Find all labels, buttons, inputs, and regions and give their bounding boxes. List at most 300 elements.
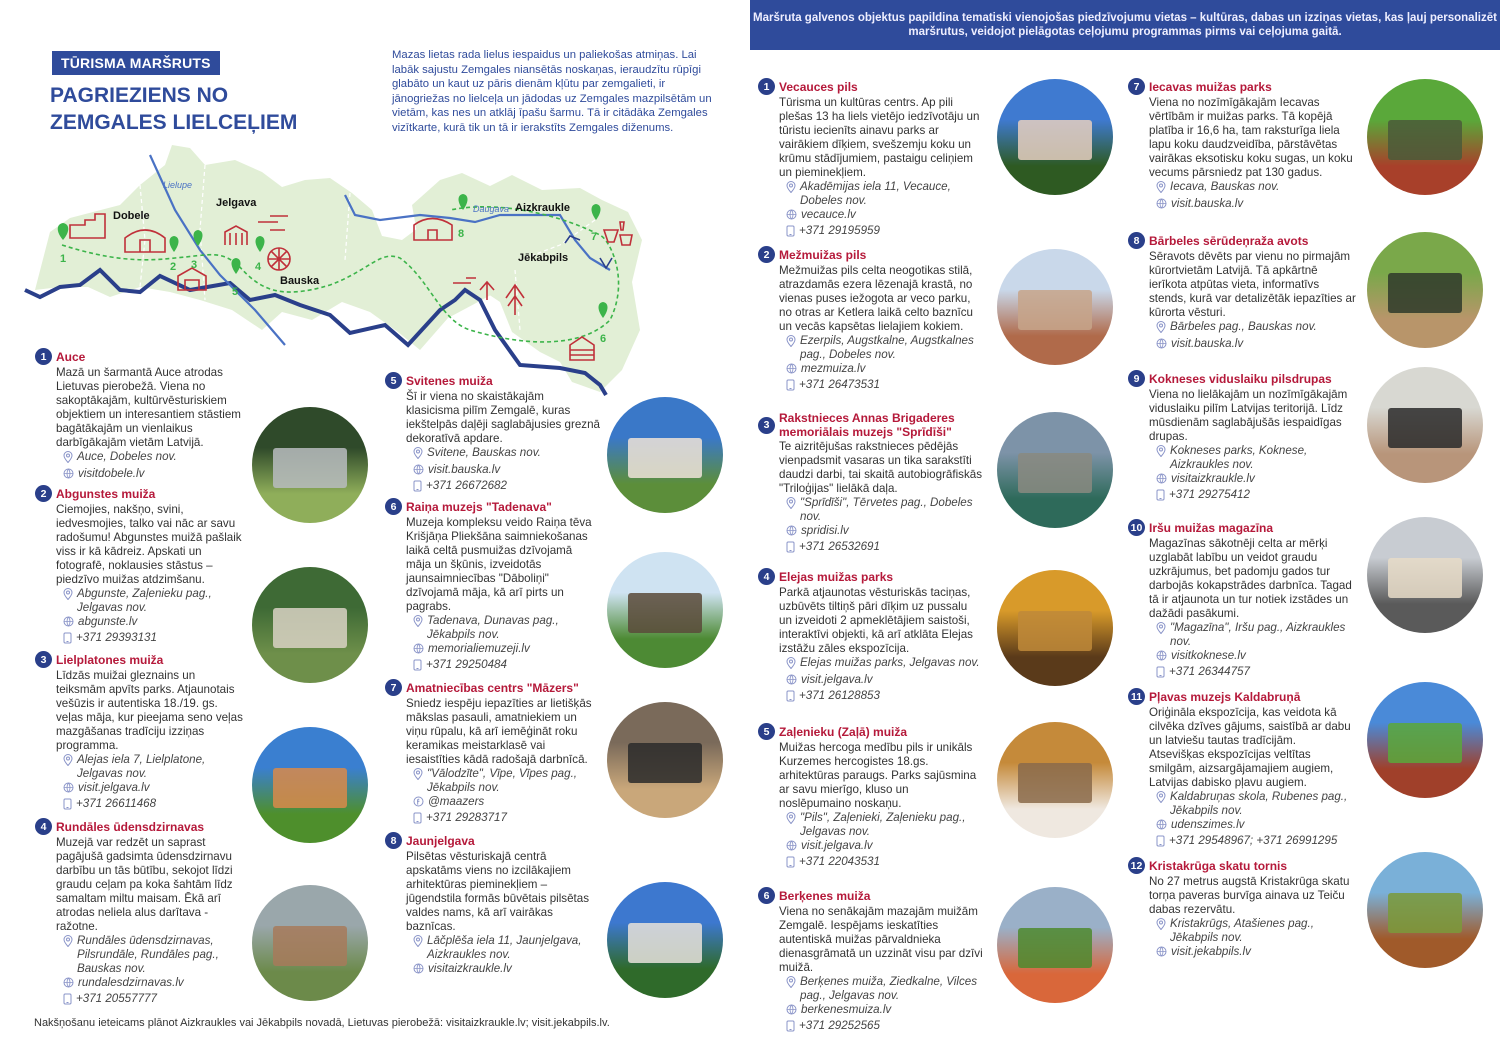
attraction-description: Ciemojies, nakšņo, svini, iedvesmojies, talko vai nāc ar savu radošumu! Abgunstes muižā pašlaik viss ir kā kādreiz. Apskati un fotografē, noklausies stāstus – piedzīvo muižas atdzimšanu. [56,503,242,586]
photo-subject [273,926,347,967]
number-badge: 6 [758,887,775,904]
info-phone [63,992,243,1009]
attraction-title: Rundāles ūdensdzirnavas [56,819,205,834]
info-phone [786,224,983,241]
attraction-title: Berķenes muiža [779,888,871,903]
photo-subject [1388,120,1462,161]
title-line-1: PAGRIEZIENS NO [50,84,229,107]
attraction-title: Lielplatones muiža [56,652,164,667]
info-web [1156,649,1353,665]
info-web [786,839,983,855]
phone-number: +371 26473531 [799,378,880,391]
photo-subject [628,593,702,634]
attraction-title: Bārbeles sērūdeņraža avots [1149,233,1309,248]
attraction-title: Iršu muižas magazīna [1149,520,1274,535]
number-badge: 2 [758,246,775,263]
number-badge: 5 [385,372,402,389]
info-address [63,587,243,615]
entry-header [758,887,983,904]
entry-header [385,498,600,515]
info-phone [1156,488,1353,505]
marker-6: 6 [600,333,607,345]
globe-icon [1156,818,1167,834]
phone-icon [786,689,795,706]
city-aizkraukle: Aizkraukle [515,202,571,214]
number-badge: 1 [35,348,52,365]
address-text: Kokneses parks, Koknese, Aizkraukles nov. [1170,444,1308,471]
attraction-description: Viena no lielākajām un nozīmīgākajām viduslaiku pilīm Latvijas teritorijā. Līdz mūsdienām saglabājušās iespaidīgas drupas. [1149,388,1348,443]
photo-subject [1388,723,1462,764]
entry-header [1128,688,1353,705]
entry-header [1128,519,1353,536]
attraction-photo [607,552,723,668]
phone-icon [63,797,72,814]
photo-subject [1388,408,1462,449]
info-address [1156,180,1353,197]
overnight-note: Nakšņošanu ieteicams plānot Aizkraukles vai Jēkabpils novadā, Lietuvas pierobežā: visitaizkraukle.lv; visit.jekabpils.lv. [34,1017,610,1029]
address-text: Lāčplēša iela 11, Jaunjelgava, Aizkraukles nov. [427,934,582,961]
attraction-photo [1367,232,1483,348]
address-text: Auce, Dobeles nov. [77,450,177,463]
website-link[interactable]: visit.jelgava.lv [801,839,873,852]
facebook-icon [413,795,424,811]
attraction-photo [997,249,1113,365]
entry-header [758,723,983,740]
website-link[interactable]: visitaizkraukle.lv [1171,472,1255,485]
location-pin-icon [1156,444,1166,461]
attraction-title: Vecauces pils [779,79,858,94]
address-text: "Sprīdīši", Tērvetes pag., Dobeles nov. [800,496,973,523]
phone-icon [413,811,422,828]
website-link[interactable]: berkenesmuiza.lv [801,1003,892,1016]
phone-number: +371 26611468 [76,797,157,810]
info-web [413,795,600,811]
address-text: Berķenes muiža, Ziedkalne, Vilces pag., Jelgavas nov. [800,975,977,1002]
number-badge: 8 [385,832,402,849]
attraction-title: Amatniecības centrs "Māzers" [406,680,579,695]
location-pin-icon [1156,917,1166,934]
attraction-description: Muzejā var redzēt un saprast pagājušā gadsimta ūdensdzirnavu darbību un tās būtību, sekojot līdzi graudu ceļam pa koka šahtām līdz samaltam miltu maisam. Ēkā arī atrodas neliela alus darītava - ražotne. [56,836,233,933]
globe-icon [63,615,74,631]
globe-icon [1156,337,1167,353]
entry-header [385,832,600,849]
info-web [786,362,983,378]
phone-icon [63,992,72,1009]
address-text: "Vālodzīte", Vīpe, Vīpes pag., Jēkabpils nov. [427,767,578,794]
number-badge: 7 [1128,78,1145,95]
attraction-entry [758,411,986,557]
website-link[interactable]: vecauce.lv [801,208,856,221]
address-text: Ezerpils, Augstkalne, Augstkalnes pag., Dobeles nov. [800,334,974,361]
address-text: "Magazīna", Iršu pag., Aizkraukles nov. [1170,621,1346,648]
photo-subject [1018,290,1092,331]
phone-number: +371 29252565 [799,1019,880,1032]
globe-icon [413,962,424,978]
photo-subject [628,438,702,479]
number-badge: 4 [35,818,52,835]
globe-icon [1156,945,1167,961]
attraction-photo [997,887,1113,1003]
entry-header [35,485,243,502]
attraction-description: Viena no nozīmīgākajām Iecavas vērtībām ir muižas parks. Tā kopējā platība ir 16,6 ha, tam raksturīga liela lapu koku daudzveidība, pārstāvētas vairākas eksotisku koku sugas, un koku vecums pārsniedz pat 130 gadus. [1149,96,1353,179]
attraction-photo [997,412,1113,528]
entry-header [1128,370,1353,387]
city-jekabpils: Jēkabpils [518,252,569,264]
photo-subject [628,743,702,784]
info-web [63,615,243,631]
attraction-title: Svitenes muiža [406,373,493,388]
info-address [1156,320,1356,337]
phone-number: +371 26344757 [1169,665,1250,678]
globe-icon [786,839,797,855]
phone-number: +371 26672682 [426,479,507,492]
attraction-entry [758,78,983,241]
website-link[interactable]: visit.bauska.lv [1171,337,1244,350]
address-text: Svitene, Bauskas nov. [427,446,541,459]
number-badge: 11 [1128,688,1145,705]
info-web [63,467,243,483]
globe-icon [1156,197,1167,213]
attraction-description: Sēravots dēvēts par vienu no pirmajām kūrortvietām Latvijā. Tā apkārtnē ierīkota atpūtas vieta, informatīvs stends, kurā var detalizētāk iepazīties ar kūrorta vēsturi. [1149,250,1356,319]
photo-subject [273,608,347,649]
globe-icon [1156,649,1167,665]
info-phone [786,689,983,706]
attraction-description: Līdzās muižai gleznains un teiksmām apvīts parks. Atjaunotais vešūzis ir autentiska 18./19. gs. veļas māja, kur pieejama seno veļas mazgāšanas tradīciju izziņas programma. [56,669,243,752]
website-link[interactable]: spridisi.lv [801,524,849,537]
attraction-entry [758,568,983,706]
location-pin-icon [63,587,73,604]
marker-8: 8 [458,228,465,240]
attraction-description: Te aizritējušas rakstnieces pēdējās vienpadsmit vasaras un tika sarakstīti daudzi darbi, tai skaitā autobiogrāfiskās "Triloģijas" lielākā daļa. [779,440,983,495]
marker-4: 4 [255,261,262,273]
attraction-entry [35,818,243,1009]
globe-icon [63,467,74,483]
info-address [63,450,243,467]
attraction-entry [758,887,983,1036]
location-pin-icon [1156,180,1166,197]
website-link[interactable]: visit.bauska.lv [1171,197,1244,210]
phone-icon [786,224,795,241]
attraction-description: No 27 metrus augstā Kristakrūga skatu torņa paveras burvīga ainava uz Teiču dabas rezervātu. [1149,875,1350,916]
entry-header [385,679,600,696]
info-web [786,1003,983,1019]
info-address [413,934,600,962]
location-pin-icon [63,934,73,951]
phone-number: +371 20557777 [76,992,157,1005]
title-line-2: ZEMGALES LIELCEĻIEM [50,111,298,134]
info-web [63,976,243,992]
info-address [786,811,983,839]
photo-subject [628,923,702,964]
photo-subject [1388,273,1462,314]
globe-icon [786,362,797,378]
info-web [1156,337,1356,353]
attraction-photo [997,79,1113,195]
globe-icon [63,976,74,992]
info-web [1156,197,1353,213]
address-text: Elejas muižas parks, Jelgavas nov. [800,656,980,669]
phone-icon [786,540,795,557]
attraction-description: Muižas hercoga medību pils ir unikāls Kurzemes hercogistes 18.gs. arhitektūras paraugs. Parks sajūsmina ar savu mierīgo, kluso un noslēpumaino noskaņu. [779,741,977,810]
attraction-entry [758,723,983,872]
attraction-entry [1128,857,1353,961]
entry-header [1128,78,1353,95]
attraction-title: Rakstnieces Annas Brigaderes memoriālais muzejs "Sprīdīši" [779,411,955,439]
attraction-entry [1128,78,1353,213]
phone-number: +371 26532691 [799,540,880,553]
phone-number: +371 29275412 [1169,488,1250,501]
number-badge: 2 [35,485,52,502]
attraction-description: Mežmuižas pils celta neogotikas stilā, atrazdamās ezera lēzenajā krastā, no vienas puses iežogota ar veco parku, no otras ar Ketlera laikā celto baznīcu un vecās kapsētas lielajiem kokiem. [779,264,973,333]
location-pin-icon [413,446,423,463]
globe-icon [413,642,424,658]
info-web [413,962,600,978]
phone-icon [786,855,795,872]
website-link[interactable]: udenszimes.lv [1171,818,1245,831]
attraction-photo [997,570,1113,686]
attraction-entry [35,348,243,483]
number-badge: 4 [758,568,775,585]
website-link[interactable]: memorialiemuzeji.lv [428,642,530,655]
number-badge: 12 [1128,857,1145,874]
photo-subject [1018,763,1092,804]
number-badge: 1 [758,78,775,95]
phone-icon [413,658,422,675]
info-address [1156,444,1353,472]
location-pin-icon [63,753,73,770]
info-address [786,975,983,1003]
info-phone [786,1019,983,1036]
attraction-entry [385,498,600,675]
phone-number: +371 29548967; +371 26991295 [1169,834,1338,847]
attraction-photo [607,397,723,513]
info-web [1156,818,1353,834]
address-text: Iecava, Bauskas nov. [1170,180,1280,193]
phone-icon [1156,834,1165,851]
attraction-description: Oriģināla ekspozīcija, kas veidota kā cilvēka dzīves gājums, saistībā ar dabu un latviešu tautas tradīcijām. Atsevišķas ekspozīcijas veltītas smilgām, aizsargājamajiem augiem, Latvijas dabisko pļavu augiem. [1149,706,1351,789]
website-link[interactable]: rundalesdzirnavas.lv [78,976,184,989]
attraction-entry [385,832,600,978]
phone-icon [786,1019,795,1036]
location-pin-icon [786,656,796,673]
address-text: Rundāles ūdensdzirnavas, Pilsrundāle, Rundāles pag., Bauskas nov. [77,934,219,975]
location-pin-icon [1156,621,1166,638]
number-badge: 10 [1128,519,1145,536]
website-link[interactable]: visit.jelgava.lv [801,673,873,686]
attraction-photo [997,722,1113,838]
attraction-photo [1367,367,1483,483]
address-text: Alejas iela 7, Lielplatone, Jelgavas nov. [77,753,206,780]
attraction-photo [1367,517,1483,633]
website-link[interactable]: mezmuiza.lv [801,362,866,375]
entry-header [1128,857,1353,874]
info-phone [63,797,243,814]
city-dobele: Dobele [113,210,150,222]
info-address [1156,790,1353,818]
marker-2: 2 [170,261,177,273]
attraction-description: Parkā atjaunotas vēsturiskās taciņas, uzbūvēts tiltiņš pāri dīķim uz pussalu un izveidoti 2 apmeklētājiem saistoši, interaktīvi objekti, kā arī atklāta Elejas izstāžu zāles ekspozīcija. [779,586,973,655]
globe-icon [786,1003,797,1019]
info-address [413,767,600,795]
attraction-title: Mežmuižas pils [779,247,867,262]
info-web [786,524,986,540]
attraction-photo [1367,682,1483,798]
entry-header [758,246,983,263]
website-link[interactable]: abgunste.lv [78,615,138,628]
location-pin-icon [413,934,423,951]
globe-icon [413,463,424,479]
entry-header [1128,232,1356,249]
attraction-title: Jaunjelgava [406,833,475,848]
photo-subject [1018,453,1092,494]
attraction-title: Iecavas muižas parks [1149,79,1272,94]
attraction-photo [607,882,723,998]
address-text: Abgunste, Zaļenieku pag., Jelgavas nov. [77,587,212,614]
info-address [413,446,600,463]
number-badge: 6 [385,498,402,515]
info-address [1156,917,1353,945]
route-tag: TŪRISMA MARŠRUTS [52,51,220,75]
location-pin-icon [786,334,796,351]
phone-icon [786,378,795,395]
address-text: "Pils", Zaļenieki, Zaļenieku pag., Jelgavas nov. [800,811,966,838]
entry-header [385,372,600,389]
attraction-entry [1128,370,1353,505]
website-link[interactable]: visit.bauska.lv [428,463,501,476]
info-phone [413,479,600,496]
website-link[interactable]: visit.jelgava.lv [78,781,150,794]
attraction-entry [758,246,983,395]
attraction-title: Kokneses viduslaiku pilsdrupas [1149,371,1332,386]
info-web [413,642,600,658]
website-link[interactable]: visitaizkraukle.lv [428,962,512,975]
location-pin-icon [786,811,796,828]
website-link[interactable]: @maazers [428,795,485,808]
photo-subject [273,768,347,809]
attraction-title: Auce [56,349,86,364]
number-badge: 9 [1128,370,1145,387]
info-phone [786,540,986,557]
address-text: Kristakrūgs, Atašienes pag., Jēkabpils nov. [1170,917,1314,944]
photo-subject [273,448,347,489]
attraction-entry [385,372,600,496]
attraction-photo [252,407,368,523]
info-web [63,781,243,797]
attraction-photo [252,885,368,1001]
entry-header [758,411,986,439]
info-phone [1156,834,1353,851]
photo-subject [1018,120,1092,161]
attraction-title: Elejas muižas parks [779,569,894,584]
attraction-description: Mazā un šarmantā Auce atrodas Lietuvas pierobežā. Viena no sakoptākajām, kultūrvēsturiskiem objektiem un interesantiem stāstiem bagātākajām un vienlaikus darbīgākajām vietām Latvijā. [56,366,241,449]
attraction-description: Šī ir viena no skaistākajām klasicisma pilīm Zemgalē, kuras iekštelpās daļēji saglabājusies greznā dekoratīvā apdare. [406,390,600,445]
photo-subject [1388,558,1462,599]
location-pin-icon [413,767,423,784]
attraction-title: Abgunstes muiža [56,486,156,501]
address-text: Tadenava, Dunavas pag., Jēkabpils nov. [427,614,559,641]
intro-banner: Maršruta galvenos objektus papildina tematiski vienojošas piedzīvojumu vietas – kultūras, dabas un izziņas vietas, kas ļauj personalizēt maršrutus, veidojot pielāgotas ceļojumu programmas pirms vai ceļojuma gaitā. [750,0,1500,50]
info-address [63,934,243,976]
attraction-photo [1367,79,1483,195]
info-address [786,496,986,524]
info-phone [413,811,600,828]
phone-number: +371 29283717 [426,811,507,824]
location-pin-icon [1156,790,1166,807]
info-address [786,334,983,362]
globe-icon [786,208,797,224]
photo-subject [1388,893,1462,934]
intro-text: Mazas lietas rada lielus iespaidus un paliekošas atmiņas. Lai labāk sajustu Zemgales niansētās noskaņas, ieraudzītu rūpīgi glabāto un kaut uz pāris dienām kļūtu par zemgalieti, ir jānogriežas no lielceļa un jādodas uz Zemgales mazpilsētām un vietām, kas nes un atklāj īpašu šarmu. Tā ir citādāka Zemgales vizītkarte, kurā tik un tā ir ierakstīts Zemgales diženums. [392,49,712,134]
attraction-title: Zaļenieku (Zaļā) muiža [779,724,908,739]
phone-number: +371 29195959 [799,224,880,237]
phone-icon [1156,488,1165,505]
number-badge: 7 [385,679,402,696]
river-label-daugava: Daugava [473,204,510,214]
attraction-entry [35,651,243,814]
entry-header [35,348,243,365]
info-web [413,463,600,479]
marker-7: 7 [591,231,598,243]
number-badge: 3 [758,417,775,434]
globe-icon [786,524,797,540]
globe-icon [1156,472,1167,488]
location-pin-icon [63,450,73,467]
location-pin-icon [413,614,423,631]
info-address [1156,621,1353,649]
attraction-entry [1128,688,1353,851]
attraction-description: Viena no senākajām mazajām muižām Zemgalē. Iespējams ieskatīties autentiskā muižas pārvaldnieka dienasgrāmatā un uzzināt visu par dzīvi muižā. [779,905,983,974]
phone-number: +371 22043531 [799,855,880,868]
info-address [786,180,983,208]
info-phone [63,631,243,648]
location-pin-icon [786,180,796,197]
phone-number: +371 29393131 [76,631,157,644]
attraction-entry [1128,519,1353,682]
number-badge: 3 [35,651,52,668]
attraction-entry [35,485,243,648]
entry-header [758,568,983,585]
location-pin-icon [1156,320,1166,337]
attraction-description: Magazīnas sākotnēji celta ar mērķi uzglabāt labību un veidot graudu uzkrājumus, bet padomju gados tur darbojās kokapstrādes darbnīca. Tagad tā ir atjaunota un tur notiek izstādes un dažādi pasākumi. [1149,537,1352,620]
info-address [786,656,983,673]
location-pin-icon [786,496,796,513]
attraction-description: Pilsētas vēsturiskajā centrā apskatāms viens no izcilākajiem arhitektūras pieminekļiem – jūgendstila formās būvētais pilsētas valdes nams, kā arī vairākas baznīcas. [406,850,590,933]
location-pin-icon [786,975,796,992]
entry-header [35,651,243,668]
info-web [786,208,983,224]
address-text: Akadēmijas iela 11, Vecauce, Dobeles nov. [800,180,951,207]
attraction-description: Tūrisma un kultūras centrs. Ap pili plešas 13 ha liels vietējo iedzīvotāju un tūristu iecienīts ainavu parks ar vairākiem dīķiem, svešzemju koku un krūmu stādījumiem, pastaigu celiņiem un pieminekļiem. [779,96,980,179]
website-link[interactable]: visitdobele.lv [78,467,145,480]
number-badge: 5 [758,723,775,740]
attraction-photo [1367,852,1483,968]
marker-1: 1 [60,253,67,265]
right-page [750,0,1500,1061]
info-phone [1156,665,1353,682]
info-web [1156,945,1353,961]
website-link[interactable]: visitkoknese.lv [1171,649,1246,662]
photo-subject [1018,928,1092,969]
attraction-entry [385,679,600,828]
phone-number: +371 26128853 [799,689,880,702]
info-address [63,753,243,781]
entry-header [35,818,243,835]
website-link[interactable]: visit.jekabpils.lv [1171,945,1251,958]
attraction-title: Raiņa muzejs "Tadenava" [406,499,552,514]
phone-number: +371 29250484 [426,658,507,671]
marker-5: 5 [232,286,239,298]
attraction-description: Sniedz iespēju iepazīties ar lietišķās mākslas pasauli, amatniekiem un viņu rūpalu, kā arī iemēģināt roku keramikas meistarklasē vai iesaistīties kādā radošajā darbnīcā. [406,697,592,766]
